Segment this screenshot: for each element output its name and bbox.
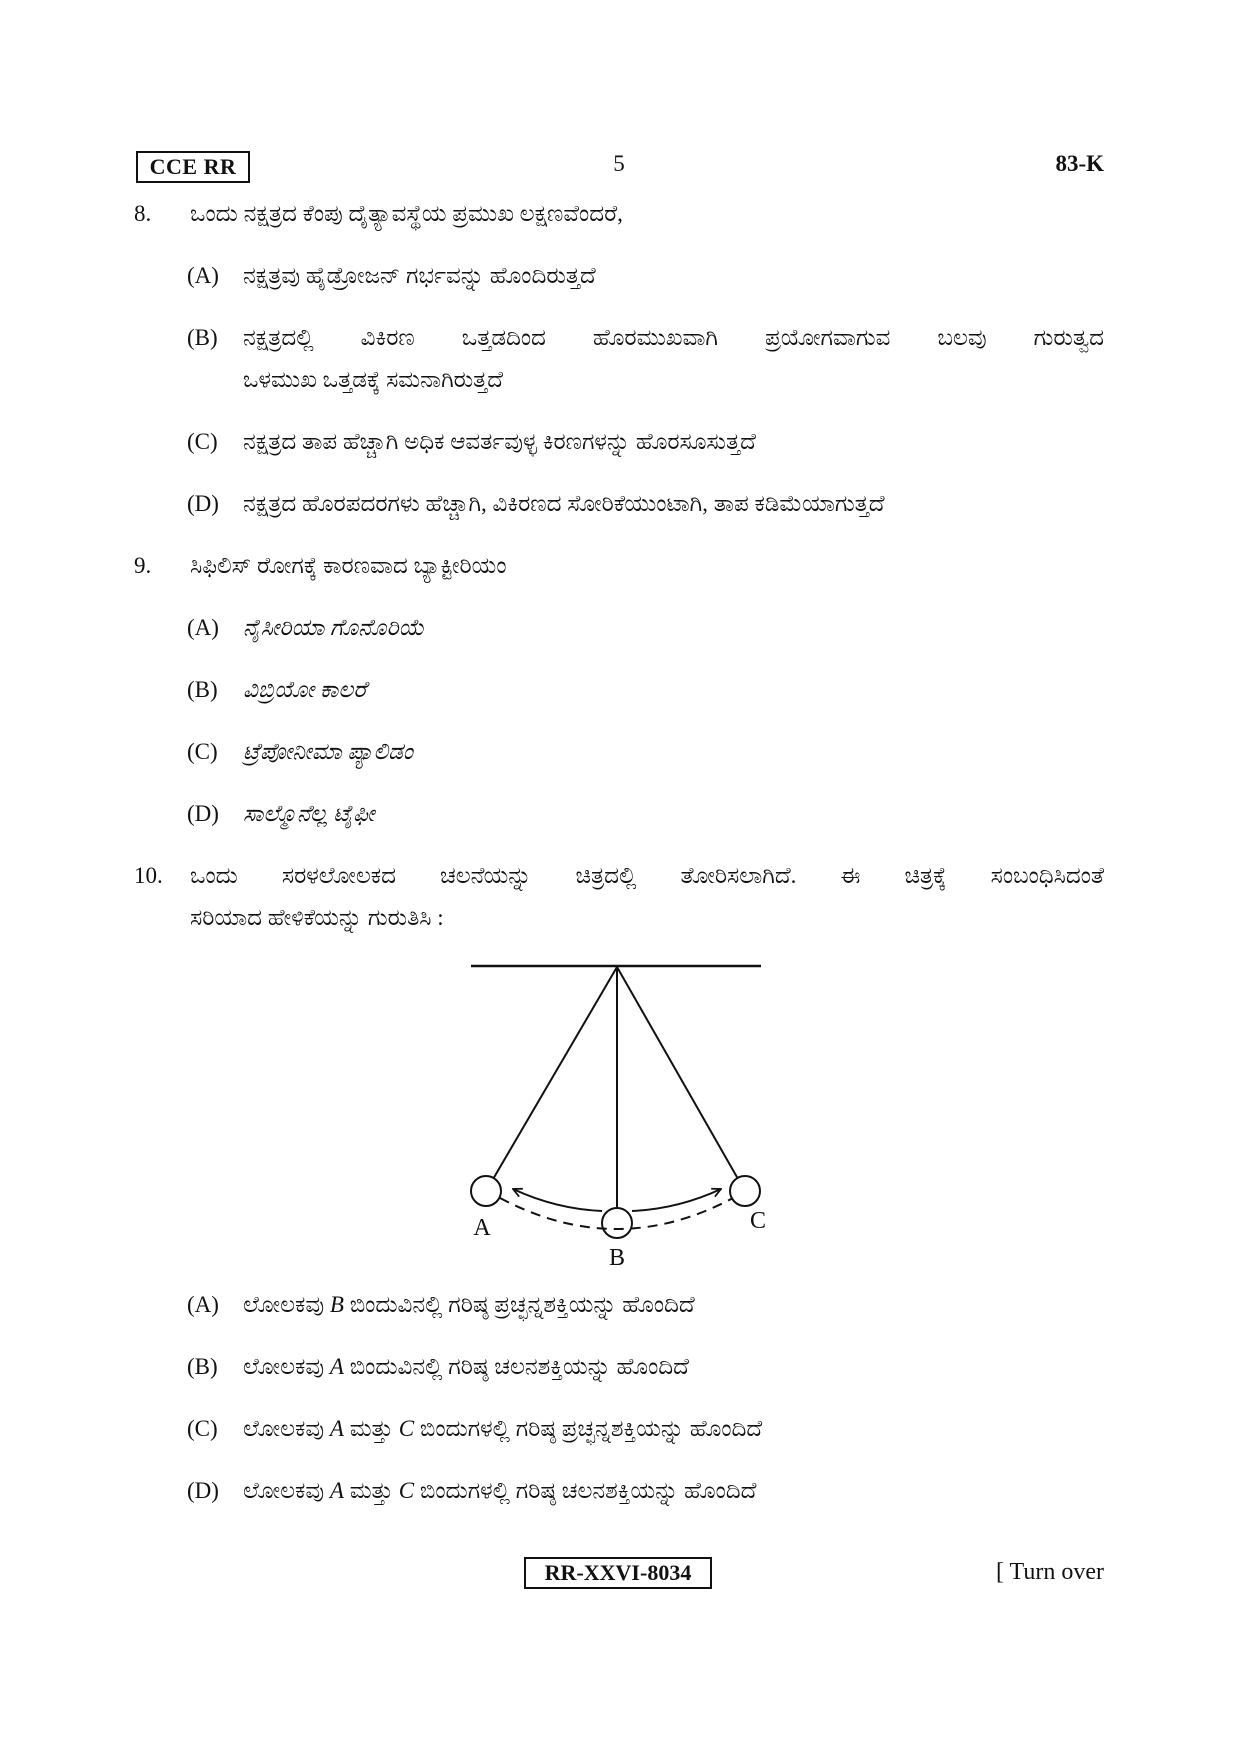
option-label: (B) <box>187 325 218 350</box>
point-letter: C <box>398 1416 415 1441</box>
bob-b <box>602 1208 632 1238</box>
question-8 <box>0 193 1238 235</box>
label-a: A <box>473 1215 491 1241</box>
option-label: (B) <box>187 677 218 702</box>
option-label: (C) <box>187 739 218 764</box>
question-number: 8. <box>134 201 152 226</box>
question-number: 9. <box>134 553 152 578</box>
turn-over-note: [ Turn over <box>995 1559 1104 1585</box>
label-c: C <box>749 1208 767 1234</box>
bob-a <box>471 1176 501 1206</box>
option-text <box>243 317 1104 401</box>
option-label: (D) <box>187 491 219 516</box>
arrow-toward-a <box>513 1189 602 1211</box>
question-9 <box>0 545 1238 587</box>
option-text: ವಿಬ್ರಿಯೋ ಕಾಲರೆ <box>243 677 367 702</box>
point-letter: B <box>329 1292 344 1317</box>
option-8a <box>0 255 1238 297</box>
option-9d <box>0 793 1238 835</box>
option-10b <box>0 1346 1238 1388</box>
string-a <box>494 967 617 1178</box>
option-label: (C) <box>187 1416 218 1441</box>
option-label: (A) <box>187 263 219 288</box>
option-text: ನಕ್ಷತ್ರದ ಹೊರಪದರಗಳು ಹೆಚ್ಚಾಗಿ, ವಿಕಿರಣದ ಸೋರಿಕೆಯುಂಟಾಗಿ, ತಾಪ ಕಡಿಮೆಯಾಗುತ್ತದೆ <box>243 491 885 516</box>
option-text: ಸಾಲ್ಮೊನೆಲ್ಲ ಟೈಫೀ <box>243 801 375 826</box>
option-8d <box>0 483 1238 525</box>
option-label: (B) <box>187 1354 218 1379</box>
page-number: 5 <box>613 151 625 176</box>
question-text <box>190 855 1104 939</box>
option-text: ನಕ್ಷತ್ರವು ಹೈಡ್ರೋಜನ್ ಗರ್ಭವನ್ನು ಹೊಂದಿರುತ್ತದೆ <box>243 263 596 288</box>
option-text-line-2: ಒಳಮುಖ ಒತ್ತಡಕ್ಕೆ ಸಮನಾಗಿರುತ್ತದೆ <box>243 367 504 392</box>
option-8b <box>0 317 1238 401</box>
point-letter: A <box>329 1416 344 1441</box>
option-9b <box>0 669 1238 711</box>
questions-section <box>0 193 1238 1512</box>
question-text: ಒಂದು ನಕ್ಷತ್ರದ ಕೆಂಪು ದೈತ್ಯಾವಸ್ಥೆಯ ಪ್ರಮುಖ ಲಕ್ಷಣವೆಂದರೆ, <box>190 201 623 226</box>
string-c <box>617 967 738 1178</box>
pendulum-figure <box>0 939 1238 1284</box>
booklet-code-box: RR-XXVI-8034 <box>524 1557 712 1589</box>
question-10 <box>0 855 1238 939</box>
bob-c <box>730 1176 760 1206</box>
arrow-toward-c <box>632 1189 721 1211</box>
label-b: B <box>608 1245 626 1271</box>
option-text: ಲೋಲಕವು A ಬಿಂದುವಿನಲ್ಲಿ ಗರಿಷ್ಠ ಚಲನಶಕ್ತಿಯನ್ನು ಹೊಂದಿದೆ <box>243 1354 689 1379</box>
option-text-line-1: ನಕ್ಷತ್ರದಲ್ಲಿ ವಿಕಿರಣ ಒತ್ತಡದಿಂದ ಹೊರಮುಖವಾಗಿ ಪ್ರಯೋಗವಾಗುವ ಬಲವು ಗುರುತ್ವದ <box>243 325 1104 350</box>
option-label: (D) <box>187 1478 219 1503</box>
option-10d <box>0 1470 1238 1512</box>
option-9c <box>0 731 1238 773</box>
question-text-line-1: ಒಂದು ಸರಳಲೋಲಕದ ಚಲನೆಯನ್ನು ಚಿತ್ರದಲ್ಲಿ ತೋರಿಸಲಾಗಿದೆ. ಈ ಚಿತ್ರಕ್ಕೆ ಸಂಬಂಧಿಸಿದಂತೆ <box>190 863 1104 888</box>
option-text: ಲೋಲಕವು A ಮತ್ತು C ಬಿಂದುಗಳಲ್ಲಿ ಗರಿಷ್ಠ ಚಲನಶಕ್ತಿಯನ್ನು ಹೊಂದಿದೆ <box>243 1478 757 1503</box>
option-10c <box>0 1408 1238 1450</box>
option-text: ನೈಸೀರಿಯಾ ಗೊನೊರಿಯೆ <box>243 615 425 640</box>
option-text: ಲೋಲಕವು A ಮತ್ತು C ಬಿಂದುಗಳಲ್ಲಿ ಗರಿಷ್ಠ ಪ್ರಚ್ಛನ್ನಶಕ್ತಿಯನ್ನು ಹೊಂದಿದೆ <box>243 1416 763 1441</box>
option-8c <box>0 421 1238 463</box>
point-letter: A <box>329 1478 344 1503</box>
question-number: 10. <box>134 863 163 888</box>
option-10a <box>0 1284 1238 1326</box>
option-label: (A) <box>187 615 219 640</box>
option-label: (A) <box>187 1292 219 1317</box>
exam-code-box: CCE RR <box>136 151 250 183</box>
pendulum-diagram <box>0 939 1238 1284</box>
option-text: ನಕ್ಷತ್ರದ ತಾಪ ಹೆಚ್ಚಾಗಿ ಅಧಿಕ ಆವರ್ತವುಳ್ಳ ಕಿರಣಗಳನ್ನು ಹೊರಸೂಸುತ್ತದೆ <box>243 429 756 454</box>
option-9a <box>0 607 1238 649</box>
question-text-line-2: ಸರಿಯಾದ ಹೇಳಿಕೆಯನ್ನು ಗುರುತಿಸಿ : <box>190 905 444 930</box>
option-label: (D) <box>187 801 219 826</box>
option-text: ಟ್ರೆಪೋನೀಮಾ ಪ್ಯಾಲಿಡಂ <box>243 739 413 764</box>
option-label: (C) <box>187 429 218 454</box>
point-letter: C <box>398 1478 415 1503</box>
paper-code: 83-K <box>1055 151 1104 176</box>
question-text: ಸಿಫಿಲಿಸ್ ರೋಗಕ್ಕೆ ಕಾರಣವಾದ ಬ್ಯಾಕ್ಟೀರಿಯಂ <box>190 553 507 578</box>
point-letter: A <box>329 1354 344 1379</box>
option-text: ಲೋಲಕವು B ಬಿಂದುವಿನಲ್ಲಿ ಗರಿಷ್ಠ ಪ್ರಚ್ಛನ್ನಶಕ್ತಿಯನ್ನು ಹೊಂದಿದೆ <box>243 1292 695 1317</box>
